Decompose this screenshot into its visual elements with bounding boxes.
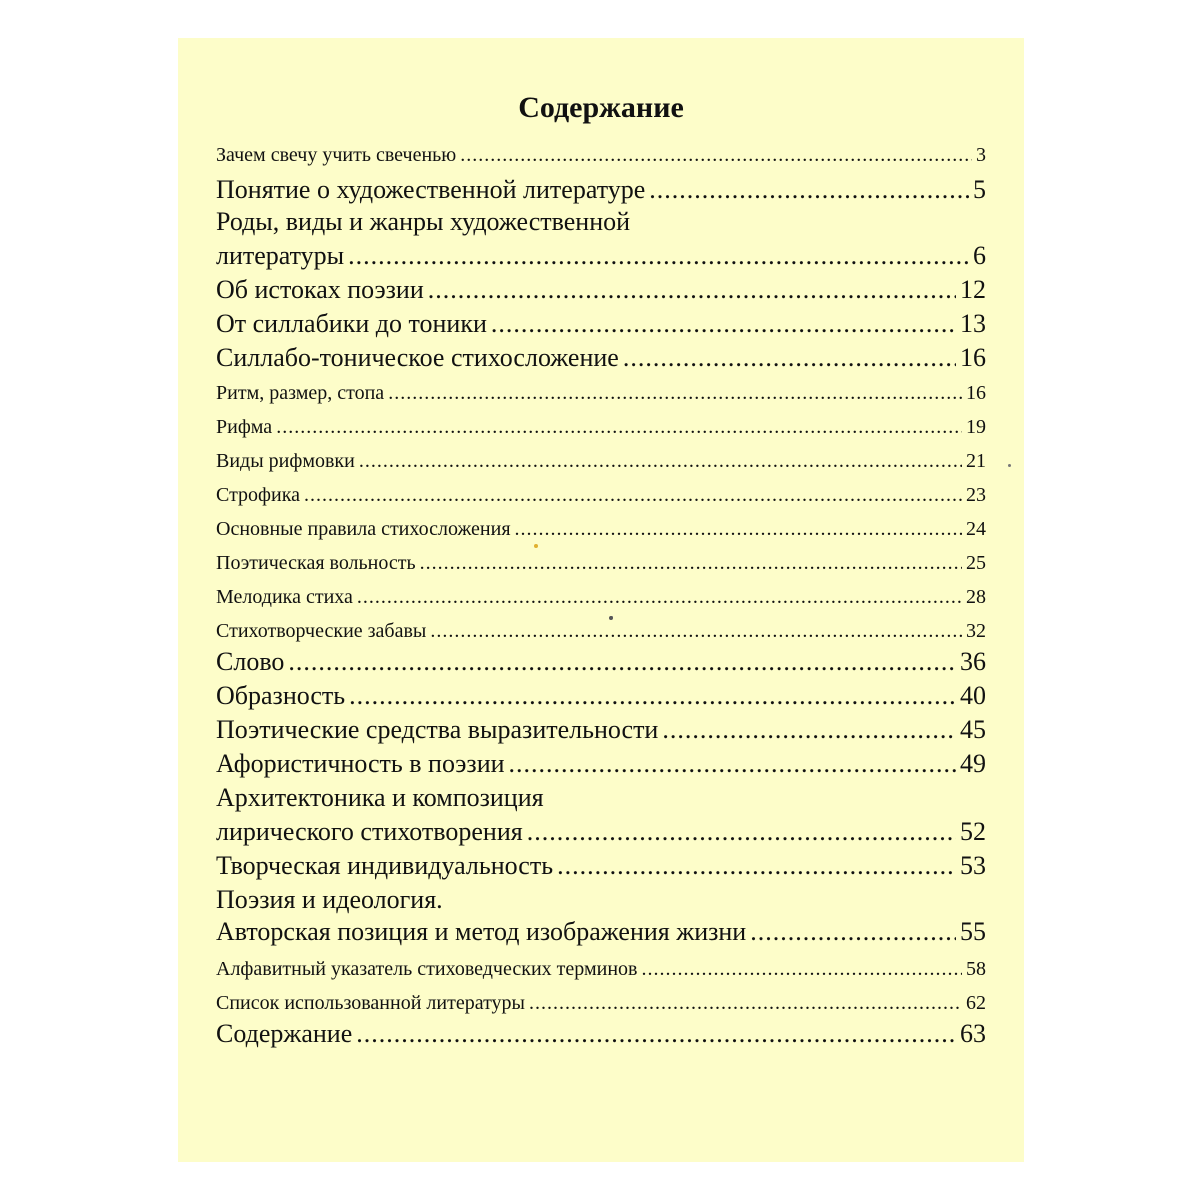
toc-entry-first-line: Роды, виды и жанры художественной bbox=[216, 207, 631, 236]
toc-leader-dots bbox=[491, 308, 956, 340]
toc-entry-label: Зачем свечу учить свеченью bbox=[216, 144, 457, 166]
toc-entry-label: Поэтическая вольность bbox=[216, 552, 416, 574]
toc-leader-dots bbox=[430, 618, 962, 644]
toc-leader-dots bbox=[623, 342, 956, 374]
toc-entry-page: 13 bbox=[960, 309, 986, 338]
toc-entry bbox=[216, 714, 986, 746]
toc-entry bbox=[216, 584, 986, 610]
toc-entry-label: Авторская позиция и метод изображения жизни bbox=[216, 917, 747, 946]
toc-entry bbox=[216, 448, 986, 474]
book-page bbox=[178, 38, 1024, 1162]
toc-entry bbox=[216, 550, 986, 576]
toc-entry-label: Содержание bbox=[216, 1019, 353, 1048]
toc-entry bbox=[216, 956, 986, 982]
toc-entry-label: Список использованной литературы bbox=[216, 992, 525, 1014]
toc-entry bbox=[216, 646, 986, 678]
toc-leader-dots bbox=[750, 916, 956, 948]
toc-entry bbox=[216, 916, 986, 948]
toc-entry bbox=[216, 274, 986, 306]
toc-entry-page: 36 bbox=[960, 647, 986, 676]
toc-entry-page: 55 bbox=[960, 917, 986, 946]
toc-entry-label: Поэтические средства выразительности bbox=[216, 715, 659, 744]
toc-leader-dots bbox=[356, 1018, 956, 1050]
toc-leader-dots bbox=[357, 584, 962, 610]
toc-entry-page: 45 bbox=[960, 715, 986, 744]
toc-entry bbox=[216, 414, 986, 440]
toc-entry bbox=[216, 680, 986, 712]
toc-entry-page: 40 bbox=[960, 681, 986, 710]
toc-entry-page: 16 bbox=[960, 343, 986, 372]
toc-entry-label: Мелодика стиха bbox=[216, 586, 353, 608]
toc-entry-page: 6 bbox=[973, 241, 986, 270]
toc-entry-label: От силлабики до тоники bbox=[216, 309, 487, 338]
toc-leader-dots bbox=[276, 414, 962, 440]
toc-entry-first-line: Архитектоника и композиция bbox=[216, 783, 544, 812]
toc-entry-page: 23 bbox=[966, 484, 986, 506]
toc-leader-dots bbox=[527, 816, 956, 848]
toc-entry bbox=[216, 380, 986, 406]
toc-leader-dots bbox=[288, 646, 956, 678]
toc-entry-page: 52 bbox=[960, 817, 986, 846]
toc-entry-label: Стихотворческие забавы bbox=[216, 620, 427, 642]
toc-leader-dots bbox=[348, 240, 969, 272]
toc-entry bbox=[216, 748, 986, 780]
toc-entry-label: Образность bbox=[216, 681, 346, 710]
toc-entry-page: 63 bbox=[960, 1019, 986, 1048]
toc-entry-label: Силлабо-тоническое стихосложение bbox=[216, 343, 619, 372]
toc-entry-label: Рифма bbox=[216, 416, 273, 438]
toc-entry-page: 28 bbox=[966, 586, 986, 608]
toc-leader-dots bbox=[460, 142, 972, 168]
toc-leader-dots bbox=[515, 516, 962, 542]
toc-leader-dots bbox=[509, 748, 956, 780]
toc-entry-label: Афористичность в поэзии bbox=[216, 749, 505, 778]
toc-entry-page: 21 bbox=[966, 450, 986, 472]
page-title: Содержание bbox=[518, 91, 684, 124]
toc-entry-label: литературы bbox=[216, 241, 345, 270]
toc-entry-label: Алфавитный указатель стиховедческих терминов bbox=[216, 958, 638, 980]
toc-leader-dots bbox=[428, 274, 956, 306]
toc-entry bbox=[216, 1018, 986, 1050]
toc-entry bbox=[216, 142, 986, 168]
toc-entry-label: Об истоках поэзии bbox=[216, 275, 424, 304]
toc-leader-dots bbox=[388, 380, 962, 406]
toc-entry bbox=[216, 816, 986, 848]
toc-entry bbox=[216, 482, 986, 508]
toc-entry-label: Строфика bbox=[216, 484, 301, 506]
toc-leader-dots bbox=[641, 956, 962, 982]
toc-leader-dots bbox=[662, 714, 956, 746]
toc-entry-label: Слово bbox=[216, 647, 285, 676]
toc-entry-first-line: Поэзия и идеология. bbox=[216, 885, 443, 914]
toc-entry-page: 58 bbox=[966, 958, 986, 980]
toc-entry-label: лирического стихотворения bbox=[216, 817, 523, 846]
toc-entry-label: Творческая индивидуальность bbox=[216, 851, 554, 880]
toc-entry bbox=[216, 850, 986, 882]
toc-entry-page: 25 bbox=[966, 552, 986, 574]
toc-entry bbox=[216, 990, 986, 1016]
toc-entry-page: 53 bbox=[960, 851, 986, 880]
paper-speck bbox=[1008, 464, 1011, 467]
toc-entry-label: Виды рифмовки bbox=[216, 450, 355, 472]
paper-speck bbox=[534, 544, 538, 548]
toc-leader-dots bbox=[557, 850, 956, 882]
toc-leader-dots bbox=[649, 174, 969, 206]
toc-entry-label: Ритм, размер, стопа bbox=[216, 382, 385, 404]
toc-leader-dots bbox=[359, 448, 962, 474]
toc-entry-page: 3 bbox=[976, 144, 986, 166]
toc-entry-page: 16 bbox=[966, 382, 986, 404]
toc-entry bbox=[216, 240, 986, 272]
toc-entry bbox=[216, 618, 986, 644]
toc-entry-page: 5 bbox=[973, 175, 986, 204]
toc-entry-label: Основные правила стихосложения bbox=[216, 518, 511, 540]
paper-speck bbox=[609, 616, 613, 620]
toc-entry-page: 12 bbox=[960, 275, 986, 304]
toc-entry bbox=[216, 342, 986, 374]
toc-entry-page: 32 bbox=[966, 620, 986, 642]
toc-entry-page: 62 bbox=[966, 992, 986, 1014]
toc-entry-page: 49 bbox=[960, 749, 986, 778]
toc-leader-dots bbox=[304, 482, 962, 508]
toc-entry bbox=[216, 174, 986, 206]
toc-entry bbox=[216, 308, 986, 340]
toc-leader-dots bbox=[420, 550, 962, 576]
toc-entry-page: 19 bbox=[966, 416, 986, 438]
toc-leader-dots bbox=[349, 680, 956, 712]
toc-entry-page: 24 bbox=[966, 518, 986, 540]
toc-leader-dots bbox=[529, 990, 962, 1016]
toc-entry bbox=[216, 516, 986, 542]
toc-entry-label: Понятие о художественной литературе bbox=[216, 175, 646, 204]
